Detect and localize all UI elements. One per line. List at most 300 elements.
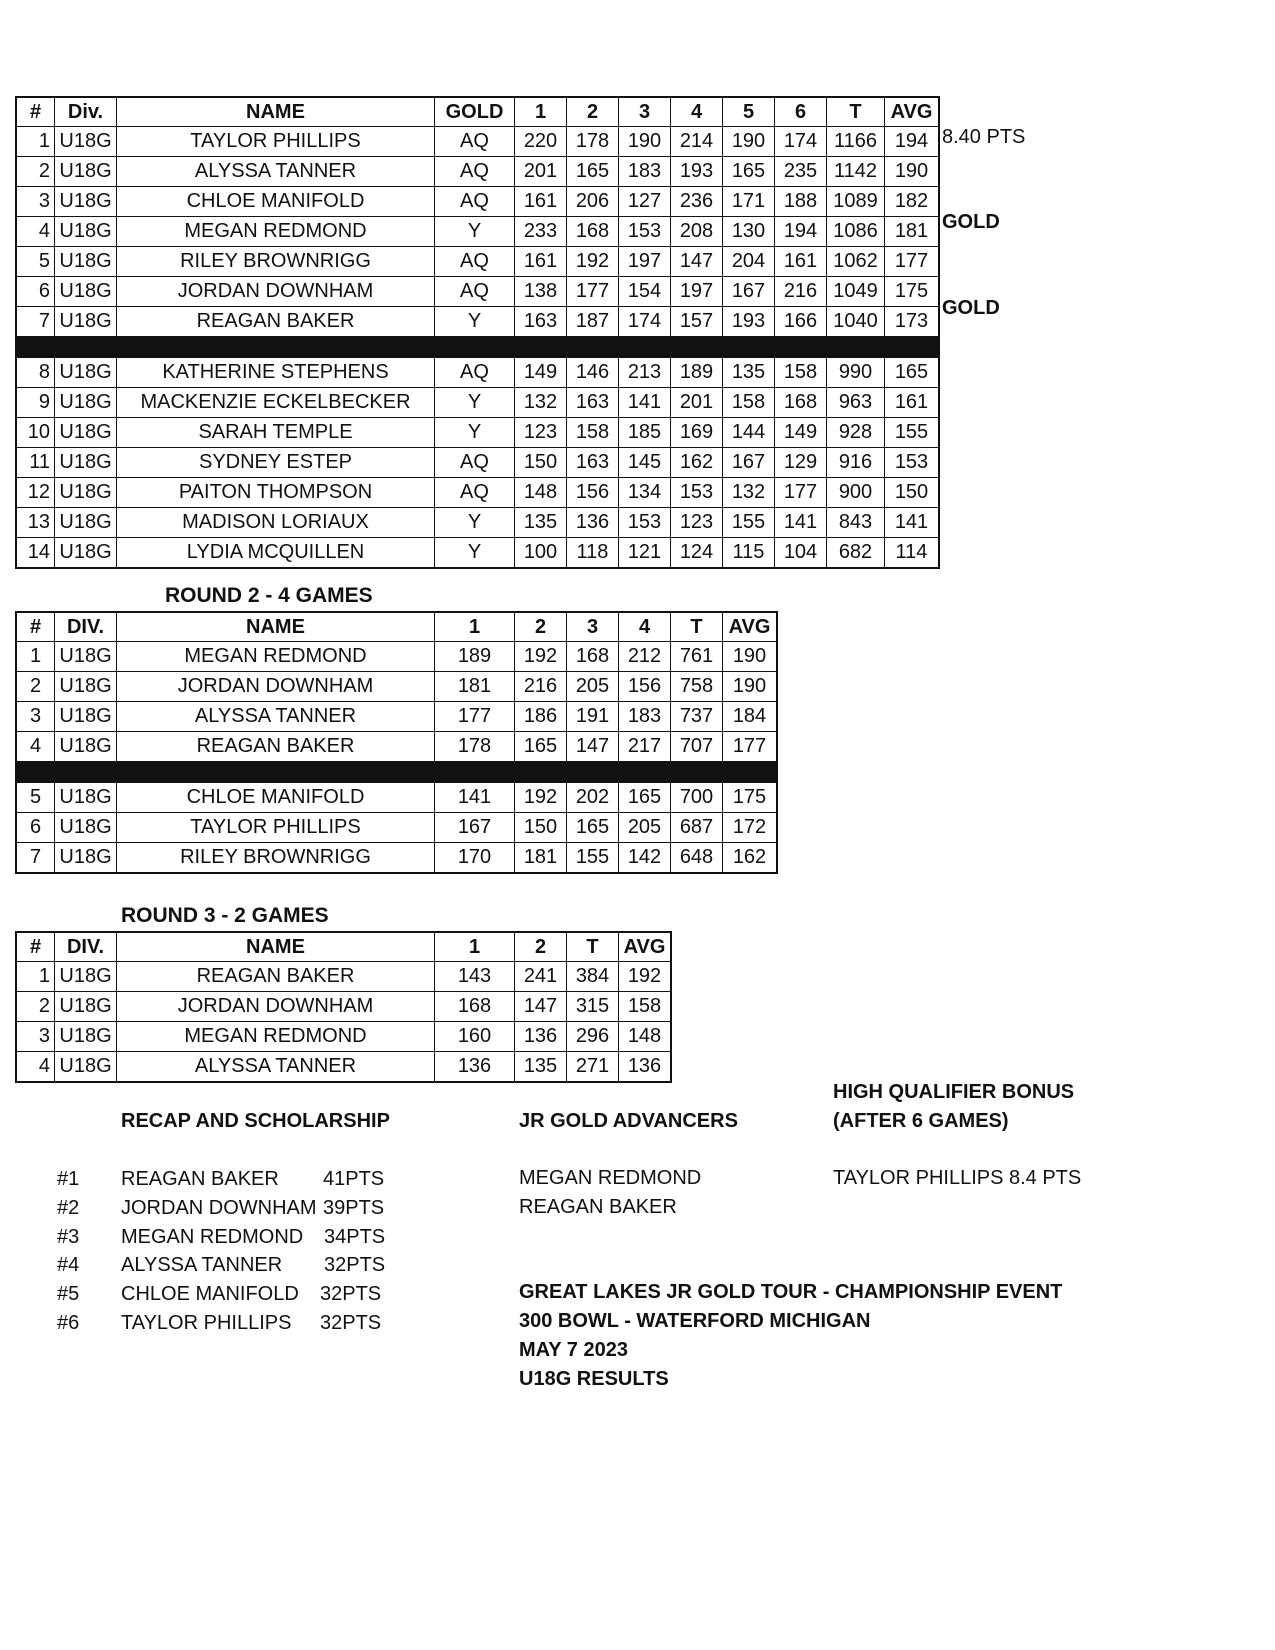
game-score-cell: 149 [515,358,567,388]
rank-cell: 1 [17,962,55,992]
game-score-cell: 118 [567,538,619,568]
game-score-cell: 154 [619,277,671,307]
table-row [17,358,939,388]
rank-cell: 6 [17,277,55,307]
game-score-cell: 150 [515,813,567,843]
recap-place: #5 [57,1283,80,1306]
total-cell: 315 [567,992,619,1022]
bowler-name-cell: CHLOE MANIFOLD [117,783,435,813]
col-game-1: 1 [435,613,515,642]
game-score-cell: 144 [723,418,775,448]
rank-cell: 12 [17,478,55,508]
total-cell: 682 [827,538,885,568]
col-div: DIV. [55,933,117,962]
game-score-cell: 233 [515,217,567,247]
rank-cell: 1 [17,642,55,672]
game-score-cell: 153 [619,508,671,538]
average-cell: 190 [723,642,777,672]
game-score-cell: 123 [671,508,723,538]
bowler-name-cell: TAYLOR PHILLIPS [117,127,435,157]
rank-cell: 2 [17,992,55,1022]
division-cell: U18G [55,307,117,337]
col-game-6: 6 [775,98,827,127]
game-score-cell: 189 [435,642,515,672]
game-score-cell: 153 [619,217,671,247]
game-score-cell: 181 [435,672,515,702]
table-row [17,783,777,813]
bowler-name-cell: LYDIA MCQUILLEN [117,538,435,568]
game-score-cell: 167 [723,277,775,307]
division-cell: U18G [55,508,117,538]
average-cell: 161 [885,388,939,418]
bonus-title-line1: HIGH QUALIFIER BONUS [833,1081,1075,1103]
table-row [17,448,939,478]
game-score-cell: 141 [619,388,671,418]
total-cell: 296 [567,1022,619,1052]
round1-header-row [17,98,939,127]
game-score-cell: 143 [435,962,515,992]
game-score-cell: 146 [567,358,619,388]
game-score-cell: 171 [723,187,775,217]
game-score-cell: 197 [671,277,723,307]
total-cell: 900 [827,478,885,508]
division-cell: U18G [55,388,117,418]
gold-status-cell: AQ [435,157,515,187]
game-score-cell: 190 [619,127,671,157]
bowler-name-cell: PAITON THOMPSON [117,478,435,508]
bowler-name-cell: SARAH TEMPLE [117,418,435,448]
bowler-name-cell: ALYSSA TANNER [117,1052,435,1082]
division-cell: U18G [55,783,117,813]
total-cell: 1062 [827,247,885,277]
table-row [17,418,939,448]
average-cell: 173 [885,307,939,337]
game-score-cell: 165 [619,783,671,813]
event-date: MAY 7 2023 [519,1339,628,1361]
game-score-cell: 201 [671,388,723,418]
bowler-name-cell: CHLOE MANIFOLD [117,187,435,217]
game-score-cell: 170 [435,843,515,873]
game-score-cell: 132 [515,388,567,418]
total-cell: 384 [567,962,619,992]
col-rank: # [17,613,55,642]
average-cell: 177 [885,247,939,277]
col-total: T [671,613,723,642]
rank-cell: 7 [17,307,55,337]
game-score-cell: 201 [515,157,567,187]
bonus-text: TAYLOR PHILLIPS 8.4 PTS [833,1167,1082,1189]
game-score-cell: 177 [567,277,619,307]
recap-points: 34PTS [324,1225,386,1248]
game-score-cell: 206 [567,187,619,217]
game-score-cell: 193 [723,307,775,337]
rank-cell: 2 [17,672,55,702]
game-score-cell: 192 [567,247,619,277]
recap-place: #1 [57,1168,80,1190]
game-score-cell: 123 [515,418,567,448]
division-cell: U18G [55,418,117,448]
rank-cell: 13 [17,508,55,538]
table-row [17,478,939,508]
game-score-cell: 158 [775,358,827,388]
rank-cell: 3 [17,187,55,217]
table-row [17,843,777,873]
game-score-cell: 235 [775,157,827,187]
game-score-cell: 194 [775,217,827,247]
gold-status-cell: AQ [435,187,515,217]
col-name: NAME [117,933,435,962]
game-score-cell: 163 [515,307,567,337]
game-score-cell: 216 [775,277,827,307]
total-cell: 843 [827,508,885,538]
game-score-cell: 202 [567,783,619,813]
game-score-cell: 189 [671,358,723,388]
event-title: GREAT LAKES JR GOLD TOUR - CHAMPIONSHIP EVENT [519,1281,1063,1303]
game-score-cell: 214 [671,127,723,157]
game-score-cell: 177 [435,702,515,732]
round3-table [16,932,671,1082]
game-score-cell: 136 [435,1052,515,1082]
game-score-cell: 136 [567,508,619,538]
division-cell: U18G [55,1022,117,1052]
game-score-cell: 142 [619,843,671,873]
game-score-cell: 136 [515,1022,567,1052]
game-score-cell: 168 [435,992,515,1022]
game-score-cell: 141 [775,508,827,538]
game-score-cell: 150 [515,448,567,478]
game-score-cell: 167 [723,448,775,478]
total-cell: 1040 [827,307,885,337]
col-rank: # [17,98,55,127]
table-row [17,813,777,843]
col-rank: # [17,933,55,962]
cut-line [17,762,777,783]
division-cell: U18G [55,358,117,388]
recap-name: REAGAN BAKER [121,1168,279,1190]
round2-header-row [17,613,777,642]
average-cell: 114 [885,538,939,568]
game-score-cell: 104 [775,538,827,568]
col-game-5: 5 [723,98,775,127]
bowler-name-cell: SYDNEY ESTEP [117,448,435,478]
game-score-cell: 158 [723,388,775,418]
rank-cell: 4 [17,1052,55,1082]
recap-place: #4 [57,1254,80,1277]
division-cell: U18G [55,538,117,568]
game-score-cell: 168 [567,642,619,672]
game-score-cell: 153 [671,478,723,508]
game-score-cell: 220 [515,127,567,157]
gold-status-cell: Y [435,538,515,568]
game-score-cell: 236 [671,187,723,217]
table-row [17,1052,671,1082]
col-total: T [567,933,619,962]
game-score-cell: 174 [775,127,827,157]
game-score-cell: 155 [723,508,775,538]
rank-cell: 4 [17,217,55,247]
game-score-cell: 183 [619,702,671,732]
recap-place: #2 [57,1196,80,1219]
game-score-cell: 141 [435,783,515,813]
advancer-name: REAGAN BAKER [519,1196,677,1218]
bowler-name-cell: TAYLOR PHILLIPS [117,813,435,843]
game-score-cell: 212 [619,642,671,672]
game-score-cell: 100 [515,538,567,568]
rank-cell: 14 [17,538,55,568]
table-row [17,187,939,217]
table-row [17,307,939,337]
game-score-cell: 130 [723,217,775,247]
game-score-cell: 217 [619,732,671,762]
game-score-cell: 165 [567,157,619,187]
game-score-cell: 156 [567,478,619,508]
division-cell: U18G [55,702,117,732]
bowler-name-cell: ALYSSA TANNER [117,702,435,732]
round1-table [16,97,939,568]
game-score-cell: 160 [435,1022,515,1052]
col-game-1: 1 [435,933,515,962]
division-cell: U18G [55,1052,117,1082]
rank-cell: 5 [17,783,55,813]
total-cell: 990 [827,358,885,388]
event-venue: 300 BOWL - WATERFORD MICHIGAN [519,1310,871,1332]
bowler-name-cell: RILEY BROWNRIGG [117,247,435,277]
col-div: Div. [55,98,117,127]
total-cell: 1166 [827,127,885,157]
game-score-cell: 166 [775,307,827,337]
table-row [17,388,939,418]
round3-header-row [17,933,671,962]
round1-note-row7: GOLD [942,297,1000,319]
col-div: DIV. [55,613,117,642]
average-cell: 184 [723,702,777,732]
game-score-cell: 163 [567,388,619,418]
average-cell: 192 [619,962,671,992]
game-score-cell: 178 [567,127,619,157]
bowler-name-cell: RILEY BROWNRIGG [117,843,435,873]
game-score-cell: 135 [515,508,567,538]
table-row [17,538,939,568]
game-score-cell: 165 [515,732,567,762]
game-score-cell: 167 [435,813,515,843]
table-row [17,992,671,1022]
total-cell: 963 [827,388,885,418]
division-cell: U18G [55,157,117,187]
recap-place: #6 [57,1312,80,1334]
col-game-2: 2 [567,98,619,127]
rank-cell: 7 [17,843,55,873]
total-cell: 707 [671,732,723,762]
division-cell: U18G [55,247,117,277]
event-results-label: U18G RESULTS [519,1368,669,1390]
round3-title: ROUND 3 - 2 GAMES [121,904,329,927]
game-score-cell: 148 [515,478,567,508]
recap-place: #3 [57,1225,80,1248]
game-score-cell: 204 [723,247,775,277]
cut-line-row [17,337,939,358]
game-score-cell: 145 [619,448,671,478]
bowler-name-cell: MEGAN REDMOND [117,642,435,672]
col-game-2: 2 [515,613,567,642]
division-cell: U18G [55,127,117,157]
gold-status-cell: Y [435,307,515,337]
game-score-cell: 135 [723,358,775,388]
gold-status-cell: Y [435,508,515,538]
rank-cell: 3 [17,1022,55,1052]
game-score-cell: 241 [515,962,567,992]
average-cell: 165 [885,358,939,388]
round1-note-row1: 8.40 PTS [942,126,1026,148]
col-avg: AVG [723,613,777,642]
advancers-title: JR GOLD ADVANCERS [519,1110,738,1132]
game-score-cell: 181 [515,843,567,873]
gold-status-cell: AQ [435,478,515,508]
total-cell: 737 [671,702,723,732]
bowler-name-cell: REAGAN BAKER [117,307,435,337]
game-score-cell: 127 [619,187,671,217]
average-cell: 150 [885,478,939,508]
game-score-cell: 178 [435,732,515,762]
average-cell: 194 [885,127,939,157]
game-score-cell: 183 [619,157,671,187]
average-cell: 175 [723,783,777,813]
recap-points: 32PTS [320,1312,382,1334]
bowler-name-cell: JORDAN DOWNHAM [117,672,435,702]
rank-cell: 5 [17,247,55,277]
game-score-cell: 197 [619,247,671,277]
game-score-cell: 186 [515,702,567,732]
bowler-name-cell: MEGAN REDMOND [117,217,435,247]
round1-note-row4: GOLD [942,211,1000,233]
average-cell: 162 [723,843,777,873]
game-score-cell: 158 [567,418,619,448]
col-game-3: 3 [619,98,671,127]
average-cell: 158 [619,992,671,1022]
total-cell: 916 [827,448,885,478]
game-score-cell: 161 [515,247,567,277]
game-score-cell: 213 [619,358,671,388]
table-row [17,1022,671,1052]
col-name: NAME [117,98,435,127]
total-cell: 687 [671,813,723,843]
round2-table [16,612,777,873]
table-row [17,962,671,992]
bowler-name-cell: MADISON LORIAUX [117,508,435,538]
total-cell: 928 [827,418,885,448]
total-cell: 761 [671,642,723,672]
game-score-cell: 147 [567,732,619,762]
average-cell: 181 [885,217,939,247]
average-cell: 190 [885,157,939,187]
game-score-cell: 134 [619,478,671,508]
bowler-name-cell: ALYSSA TANNER [117,157,435,187]
recap-title: RECAP AND SCHOLARSHIP [121,1110,390,1132]
average-cell: 175 [885,277,939,307]
gold-status-cell: AQ [435,277,515,307]
col-game-4: 4 [619,613,671,642]
total-cell: 1049 [827,277,885,307]
table-row [17,732,777,762]
rank-cell: 4 [17,732,55,762]
game-score-cell: 185 [619,418,671,448]
division-cell: U18G [55,843,117,873]
division-cell: U18G [55,642,117,672]
average-cell: 182 [885,187,939,217]
game-score-cell: 124 [671,538,723,568]
col-game-2: 2 [515,933,567,962]
game-score-cell: 190 [723,127,775,157]
average-cell: 136 [619,1052,671,1082]
rank-cell: 11 [17,448,55,478]
gold-status-cell: AQ [435,247,515,277]
average-cell: 155 [885,418,939,448]
recap-name: ALYSSA TANNER [121,1254,283,1277]
recap-points: 39PTS [323,1196,385,1219]
average-cell: 148 [619,1022,671,1052]
advancer-name: MEGAN REDMOND [519,1167,702,1189]
recap-name: MEGAN REDMOND [121,1225,304,1248]
col-game-1: 1 [515,98,567,127]
gold-status-cell: AQ [435,448,515,478]
total-cell: 271 [567,1052,619,1082]
col-avg: AVG [885,98,939,127]
gold-status-cell: Y [435,388,515,418]
recap-points: 41PTS [323,1168,385,1190]
division-cell: U18G [55,277,117,307]
game-score-cell: 147 [671,247,723,277]
total-cell: 1089 [827,187,885,217]
game-score-cell: 155 [567,843,619,873]
average-cell: 141 [885,508,939,538]
rank-cell: 8 [17,358,55,388]
col-gold: GOLD [435,98,515,127]
game-score-cell: 156 [619,672,671,702]
bowler-name-cell: MACKENZIE ECKELBECKER [117,388,435,418]
game-score-cell: 169 [671,418,723,448]
game-score-cell: 161 [515,187,567,217]
table-row [17,157,939,187]
division-cell: U18G [55,672,117,702]
total-cell: 1142 [827,157,885,187]
recap-points: 32PTS [324,1254,386,1277]
game-score-cell: 177 [775,478,827,508]
gold-status-cell: AQ [435,127,515,157]
rank-cell: 6 [17,813,55,843]
game-score-cell: 157 [671,307,723,337]
division-cell: U18G [55,732,117,762]
gold-status-cell: AQ [435,358,515,388]
total-cell: 758 [671,672,723,702]
game-score-cell: 161 [775,247,827,277]
game-score-cell: 208 [671,217,723,247]
game-score-cell: 162 [671,448,723,478]
division-cell: U18G [55,992,117,1022]
rank-cell: 2 [17,157,55,187]
bowler-name-cell: KATHERINE STEPHENS [117,358,435,388]
average-cell: 153 [885,448,939,478]
table-row [17,508,939,538]
game-score-cell: 191 [567,702,619,732]
game-score-cell: 174 [619,307,671,337]
game-score-cell: 188 [775,187,827,217]
average-cell: 172 [723,813,777,843]
bowler-name-cell: REAGAN BAKER [117,962,435,992]
bowler-name-cell: JORDAN DOWNHAM [117,992,435,1022]
division-cell: U18G [55,813,117,843]
gold-status-cell: Y [435,217,515,247]
division-cell: U18G [55,187,117,217]
game-score-cell: 168 [775,388,827,418]
